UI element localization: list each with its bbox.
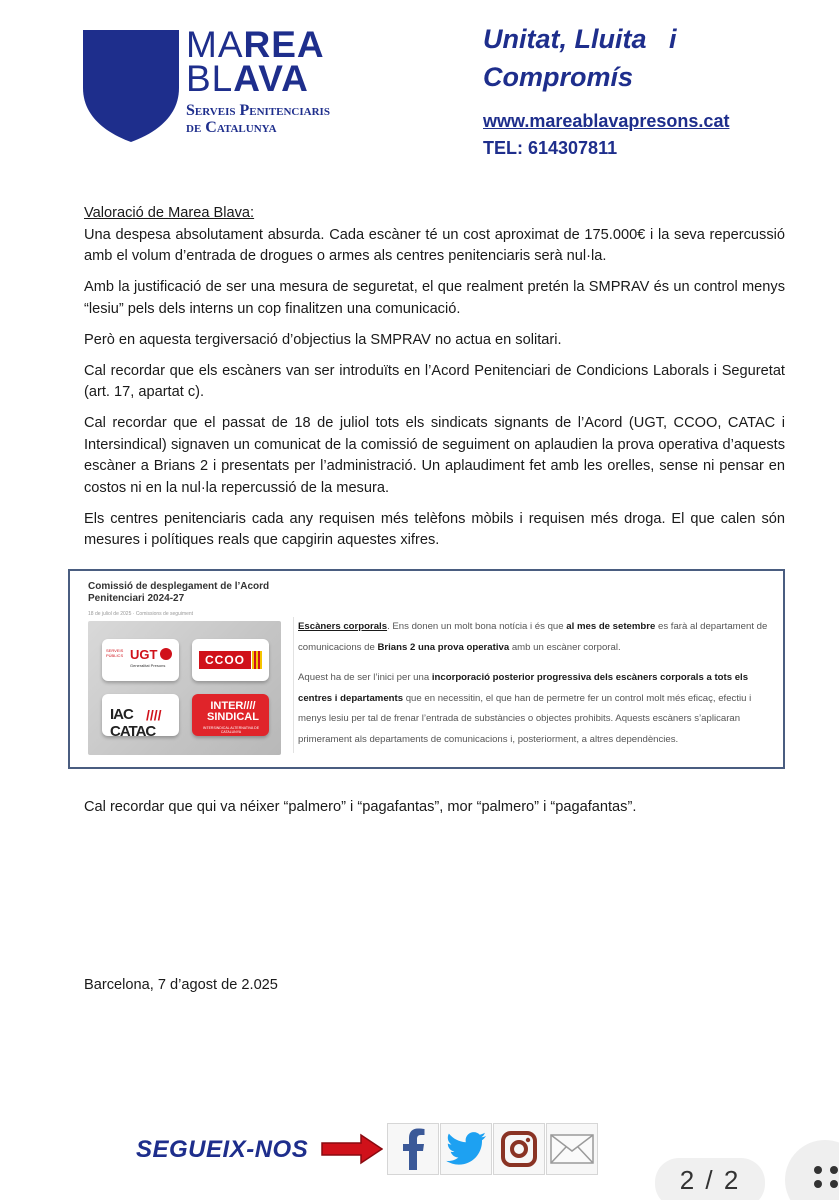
statement-heading: Valoració de Marea Blava: — [84, 205, 255, 221]
ugt-sub-text: Generalitat Presons — [130, 663, 166, 668]
logo-text-bl: BL — [186, 58, 234, 99]
facebook-button[interactable] — [387, 1123, 439, 1175]
intersindical-logo-card — [192, 694, 269, 736]
embed-text: que en necessitin, el que han de permetre fer un control molt més eficaç, efectiu i menys lesiu per tal de frenar l’entrada de substàncies o objectes prohibits. Aquests escàners s’aplicaran primerament als departaments de comunicacions i, posteriorment, a altres dependències. — [298, 692, 752, 745]
catac-logo-mark: //// — [146, 707, 162, 723]
catac-logo-card — [102, 694, 179, 736]
embed-lead-text: Escàners corporals — [298, 621, 388, 632]
embed-divider — [293, 617, 294, 753]
logo-subtitle-line2: de Catalunya — [186, 119, 277, 136]
follow-us-label: SEGUEIX-NOS — [136, 1136, 309, 1163]
embed-text: amb un escàner corporal. — [509, 641, 621, 653]
twitter-icon — [446, 1132, 486, 1166]
logo-line-blava — [186, 58, 366, 99]
page-indicator: 2 / 2 — [655, 1158, 765, 1200]
embed-bold-text: incorporació posterior progressiva dels escàners corporals a tots els centres i departaments — [298, 672, 749, 704]
instagram-button[interactable] — [493, 1123, 545, 1175]
mail-icon — [550, 1134, 594, 1164]
catac-logo-text: IAC CATAC — [110, 706, 156, 736]
arrow-right-icon — [321, 1133, 383, 1165]
ugt-logo-card — [102, 639, 179, 681]
intersindical-logo-subtext: INTERSINDICAL ALTERNATIVA DE CATALUNYA — [202, 726, 260, 734]
paragraph: Cal recordar que els escàners van ser introduïts en l’Acord Penitenciari de Condicions Laborals i Seguretat (art. 17, apartat c). — [84, 362, 785, 400]
catalan-flag-icon — [252, 651, 262, 669]
ugt-small-text: SERVEIS PÚBLICS — [106, 648, 124, 658]
motto — [483, 20, 803, 96]
motto-line2: Compromís — [483, 62, 634, 92]
place-and-date: Barcelona, 7 d’agost de 2.025 — [84, 977, 278, 993]
embed-text: . Ens donen un molt bona notícia i és que — [387, 621, 567, 632]
paragraph: Els centres penitenciaris cada any requisen més telèfons mòbils i requisen més droga. El que calen són mesures i polítiques reals que capgirin aquestes xifres. — [84, 510, 785, 548]
motto-line1: Unitat, Lluita i — [483, 24, 677, 54]
paragraph: Amb la justificació de ser una mesura de seguretat, el que realment pretén la SMPRAV és un control menys “lesiu” pels dels interns un cop finalitzen una comunicació. — [84, 279, 785, 317]
logo-text-rea: REA — [243, 24, 325, 65]
closing-remark: Cal recordar que qui va néixer “palmero” i “pagafantas”, mor “palmero” i “pagafantas”. — [84, 799, 637, 815]
website-link[interactable]: www.mareablavapresons.cat — [483, 111, 730, 131]
paragraph: Una despesa absolutament absurda. Cada escàner té un cost aproximat de 175.000€ i la seva repercussió amb el volum d’entrada de drogues o armes als centres penitenciaris serà nul·la. — [84, 226, 785, 264]
embed-text: es farà al departament de comunicacions de — [298, 621, 768, 653]
logo-shield-icon — [83, 30, 179, 142]
statement-body — [84, 203, 785, 561]
embed-paragraph-1 — [298, 617, 778, 658]
embed-bold-text: Brians 2 una prova operativa — [377, 641, 510, 653]
ugt-rose-icon — [160, 648, 172, 660]
logo-subtitle — [186, 102, 366, 136]
facebook-icon — [401, 1128, 425, 1170]
ccoo-logo-text: CCOO — [199, 651, 251, 669]
embed-paragraph-2 — [298, 668, 778, 750]
paragraph: Però en aquesta tergiversació d’objectius la SMPRAV no actua en solitari. — [84, 331, 562, 348]
logo-text-ma: MA — [186, 24, 244, 65]
embed-text: Aquest ha de ser l’inici per una — [298, 672, 432, 683]
embed-meta: 18 de juliol de 2025 · Comissions de seguiment — [88, 611, 194, 617]
embed-title: Comissió de desplegament de l’Acord Penitenciari 2024-27 — [88, 581, 270, 604]
email-button[interactable] — [546, 1123, 598, 1175]
logo-wordmark — [186, 24, 366, 136]
phone-number: TEL: 614307811 — [483, 138, 618, 158]
embed-bold-text: al mes de setembre — [566, 621, 656, 632]
embed-article-text — [298, 617, 778, 750]
logo-line-marea — [186, 24, 366, 65]
intersindical-logo-text: INTER//// SINDICAL — [207, 700, 259, 723]
union-logos-photo — [88, 621, 281, 755]
ugt-logo-text: UGT — [130, 647, 158, 662]
twitter-button[interactable] — [440, 1123, 492, 1175]
instagram-icon — [501, 1131, 537, 1167]
ccoo-logo-card — [192, 639, 269, 681]
grid-dots-icon — [814, 1166, 839, 1196]
embedded-communique-image — [68, 569, 785, 769]
logo-text-ava: AVA — [233, 58, 309, 99]
paragraph: Cal recordar que el passat de 18 de juliol tots els sindicats signants de l’Acord (UGT, CCOO, CATAC i Intersindical) signaven un comunicat de la comissió de seguiment on aplaudien la prova operativa d’aquests escàner a Brians 2 i presentats per l’administració. Un aplaudiment fet amb les orelles, sense ni pensar en costos ni en la nul·la repercussió de la mesura. — [84, 415, 785, 496]
logo-subtitle-line1: Serveis Penitenciaris — [186, 102, 330, 119]
